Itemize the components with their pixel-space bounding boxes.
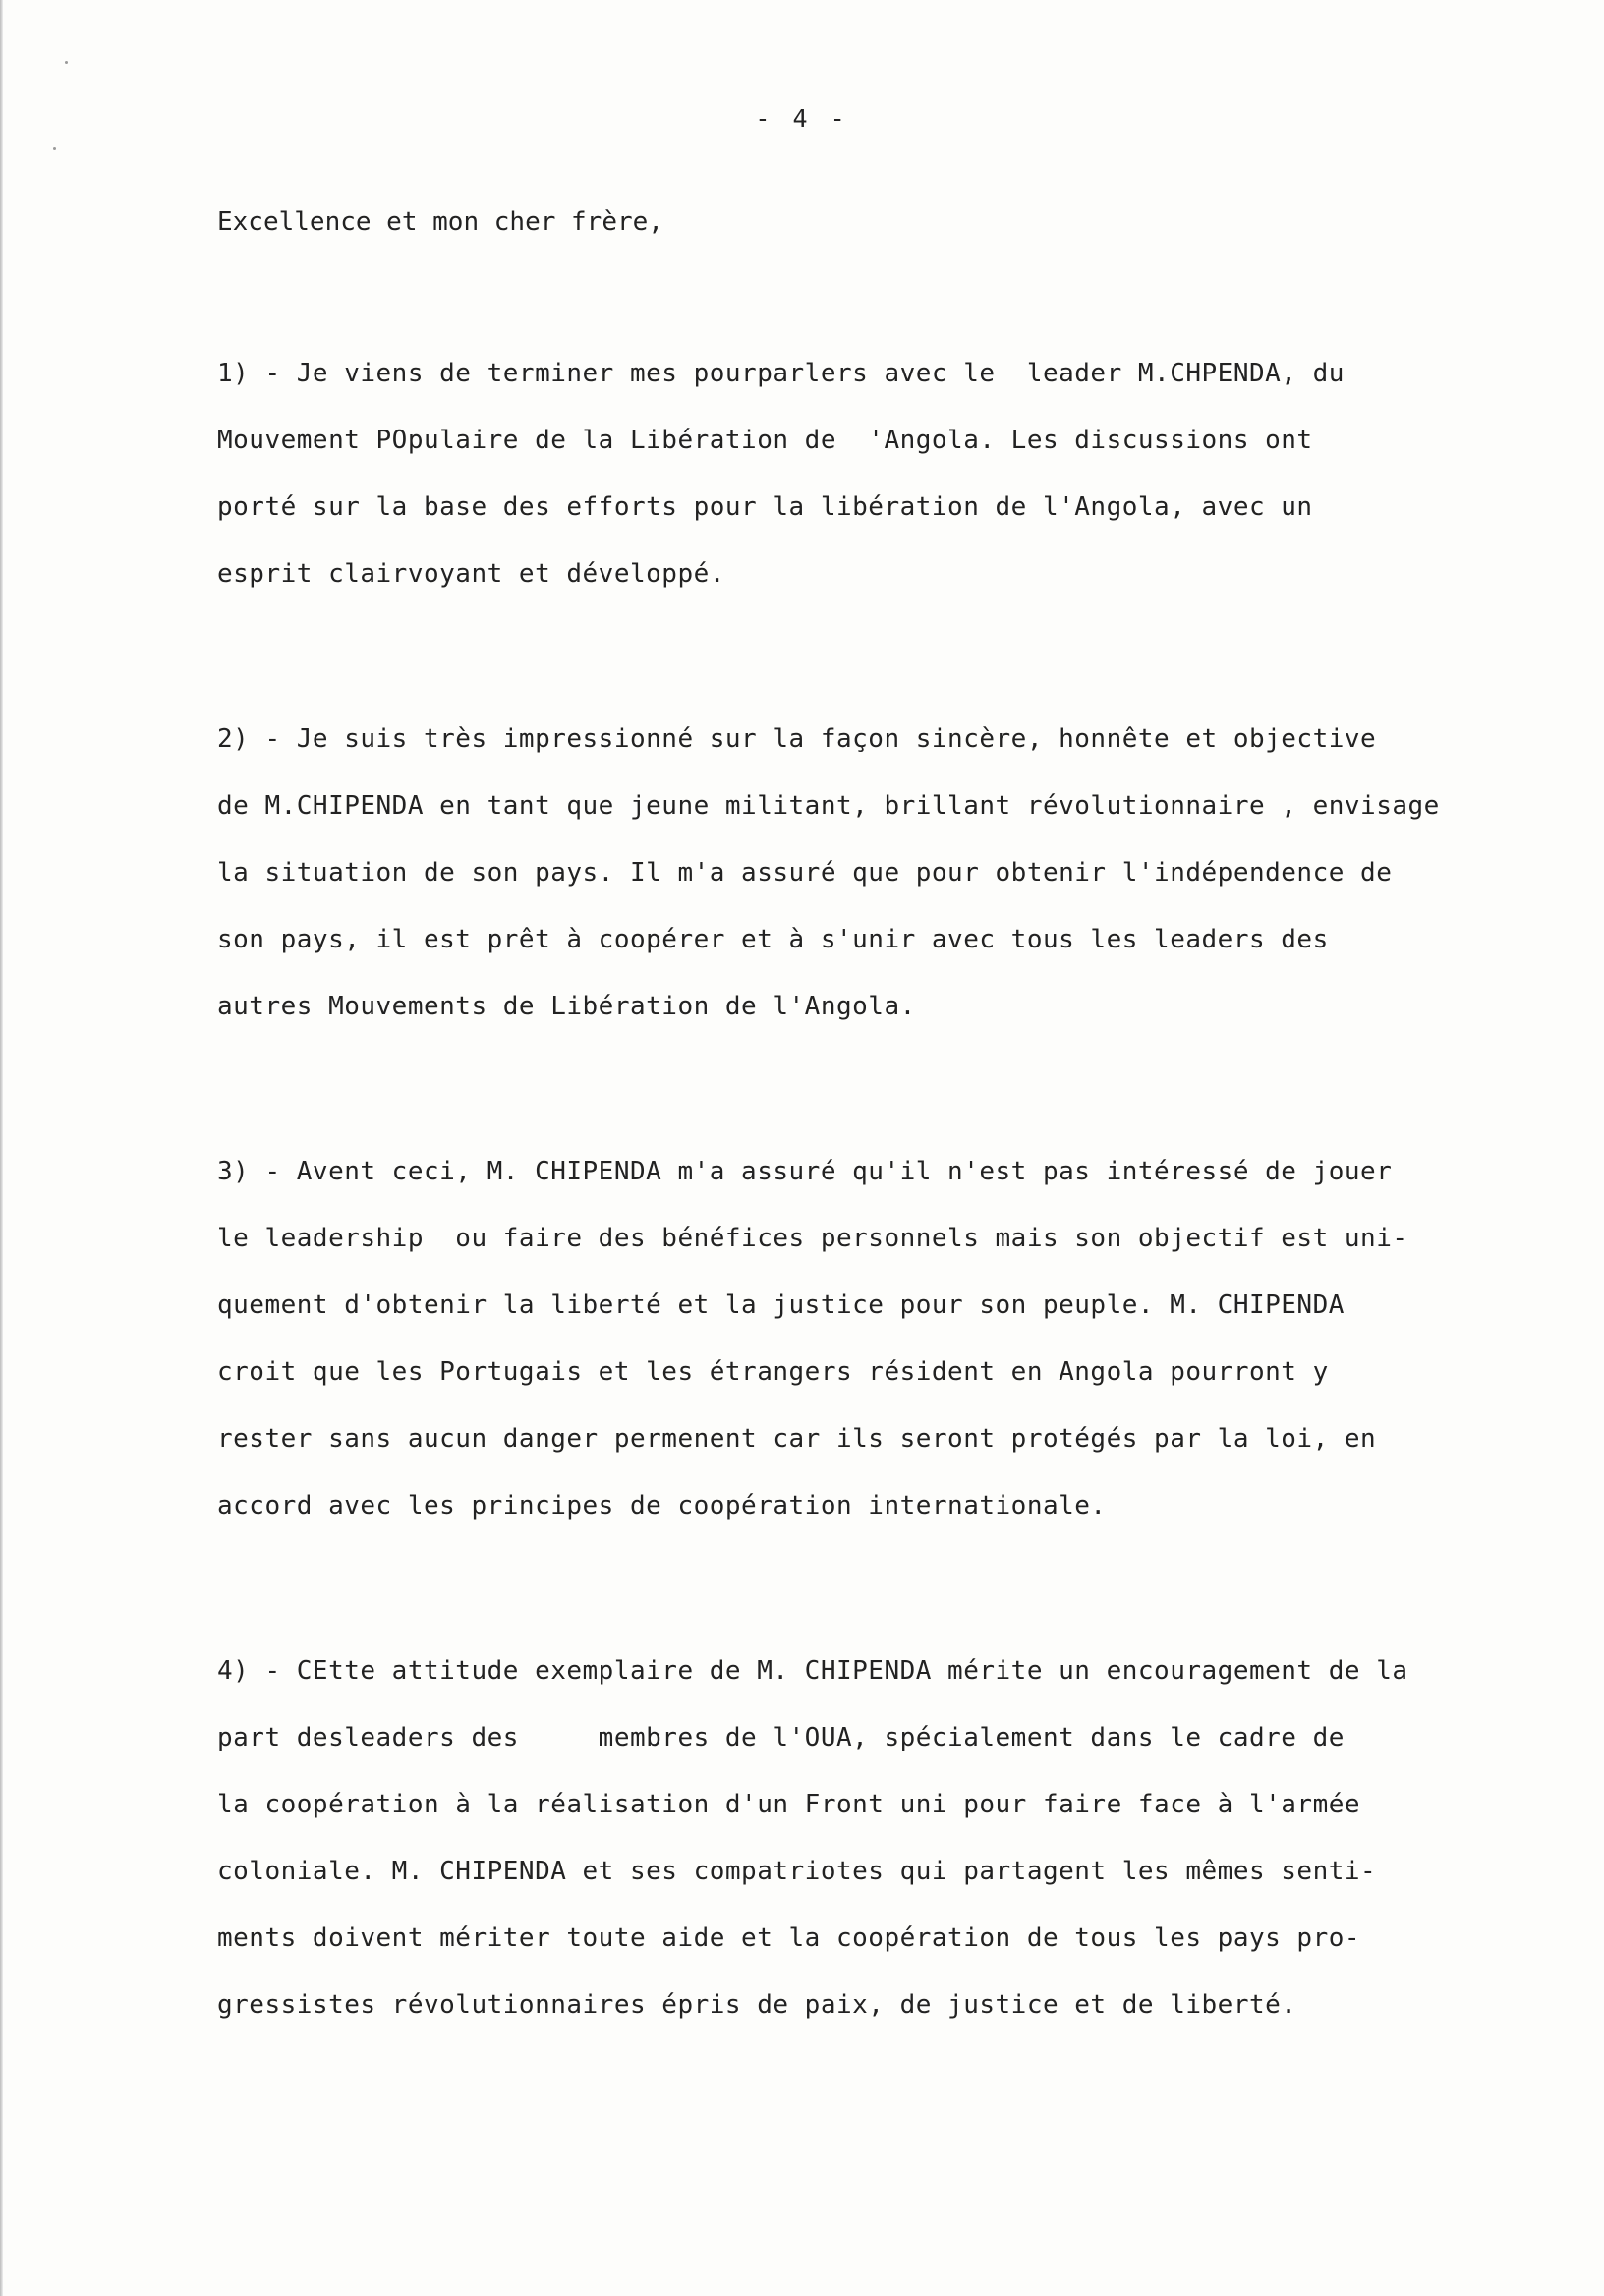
scan-speck (53, 147, 56, 150)
text-line: esprit clairvoyant et développé. (217, 559, 725, 589)
text-line: rester sans aucun danger permenent car ils seront protégés par la loi, en (217, 1424, 1377, 1454)
text-line: accord avec les principes de coopération internationale. (217, 1491, 1107, 1521)
text-line: 4) - CEtte attitude exemplaire de M. CHIPENDA mérite un encouragement de la (217, 1656, 1408, 1686)
paragraph-list (217, 340, 1554, 2038)
paragraph-1 (217, 340, 1554, 607)
text-line: autres Mouvements de Libération de l'Angola. (217, 992, 916, 1021)
text-line: coloniale. M. CHIPENDA et ses compatriotes qui partagent les mêmes senti- (217, 1857, 1377, 1886)
page-edge (0, 0, 3, 2296)
text-line: quement d'obtenir la liberté et la justice pour son peuple. M. CHIPENDA (217, 1291, 1345, 1320)
text-line: 3) - Avent ceci, M. CHIPENDA m'a assuré qu'il n'est pas intéressé de jouer (217, 1157, 1393, 1186)
letter-body (217, 202, 1554, 2137)
text-line: de M.CHIPENDA en tant que jeune militant, brillant révolutionnaire , envisage (217, 791, 1440, 821)
text-line: 1) - Je viens de terminer mes pourparlers avec le leader M.CHPENDA, du (217, 359, 1345, 388)
text-line: ments doivent mériter toute aide et la coopération de tous les pays pro- (217, 1923, 1361, 1953)
salutation: Excellence et mon cher frère, (217, 207, 663, 237)
text-line: la coopération à la réalisation d'un Front uni pour faire face à l'armée (217, 1790, 1361, 1819)
paragraph-4 (217, 1637, 1554, 2038)
text-line: le leadership ou faire des bénéfices personnels mais son objectif est uni- (217, 1224, 1408, 1253)
paragraph-3 (217, 1138, 1554, 1539)
page-number: - 4 - (755, 104, 849, 133)
paragraph-2 (217, 706, 1554, 1040)
text-line: Mouvement POpulaire de la Libération de 'Angola. Les discussions ont (217, 426, 1313, 455)
text-line: la situation de son pays. Il m'a assuré que pour obtenir l'indépendence de (217, 858, 1393, 888)
text-line: gressistes révolutionnaires épris de paix, de justice et de liberté. (217, 1990, 1297, 2020)
text-line: croit que les Portugais et les étrangers résident en Angola pourront y (217, 1357, 1329, 1387)
text-line: 2) - Je suis très impressionné sur la façon sincère, honnête et objective (217, 724, 1377, 754)
scan-speck (65, 61, 68, 64)
text-line: porté sur la base des efforts pour la libération de l'Angola, avec un (217, 492, 1313, 522)
text-line: part desleaders des membres de l'OUA, spécialement dans le cadre de (217, 1723, 1345, 1752)
text-line: son pays, il est prêt à coopérer et à s'unir avec tous les leaders des (217, 925, 1329, 954)
